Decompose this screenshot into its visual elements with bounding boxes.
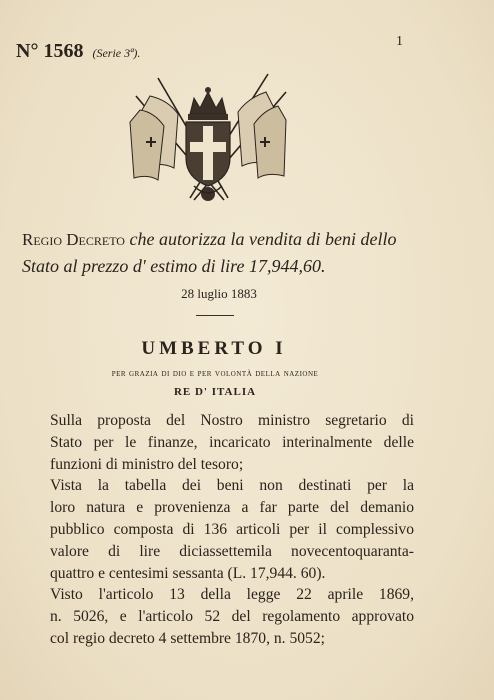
body-line: n. 5026, e l'articolo 52 del regolamento approvato xyxy=(50,608,414,626)
decree-body xyxy=(50,410,414,650)
royal-formula: per grazia di dio e per volontà della nazione xyxy=(111,368,319,379)
decree-title-line2: Stato al prezzo d' estimo di lire 17,944,60. xyxy=(22,256,326,276)
page-number: 1 xyxy=(396,34,403,49)
body-line: valore di lire diciassettemila novecentoquaranta- xyxy=(50,542,414,560)
decree-title-line1: che autorizza la vendita di beni dello xyxy=(129,229,397,249)
body-line: loro natura e provenienza a far parte del demanio xyxy=(50,499,414,517)
savoy-coat-of-arms-with-flags-icon xyxy=(128,70,288,210)
king-name: UMBERTO I xyxy=(141,338,287,359)
decree-date: 28 luglio 1883 xyxy=(181,286,257,301)
decree-title xyxy=(22,226,462,279)
decree-number-text: N° 1568 xyxy=(16,40,84,62)
body-line: Sulla proposta del Nostro ministro segretario di xyxy=(50,412,414,429)
decree-title-lead: Regio Decreto xyxy=(22,230,125,249)
body-line: funzioni di ministro del tesoro; xyxy=(50,455,244,473)
body-line: Visto l'articolo 13 della legge 22 aprile 1869, xyxy=(50,586,414,604)
decree-series: (Serie 3ª). xyxy=(92,46,141,60)
body-line: pubblico composta di 136 articoli per il complessivo xyxy=(50,520,414,538)
body-line: Stato per le finanze, incaricato interinalmente delle xyxy=(50,433,414,451)
divider xyxy=(196,315,234,316)
decree-number xyxy=(16,40,140,63)
body-line: col regio decreto 4 settembre 1870, n. 5052; xyxy=(50,629,325,647)
body-line: quattro e centesimi sessanta (L. 17,944. 60). xyxy=(50,564,326,582)
body-line: Vista la tabella dei beni non destinati per la xyxy=(50,477,414,495)
royal-title: RE D' ITALIA xyxy=(173,386,257,398)
